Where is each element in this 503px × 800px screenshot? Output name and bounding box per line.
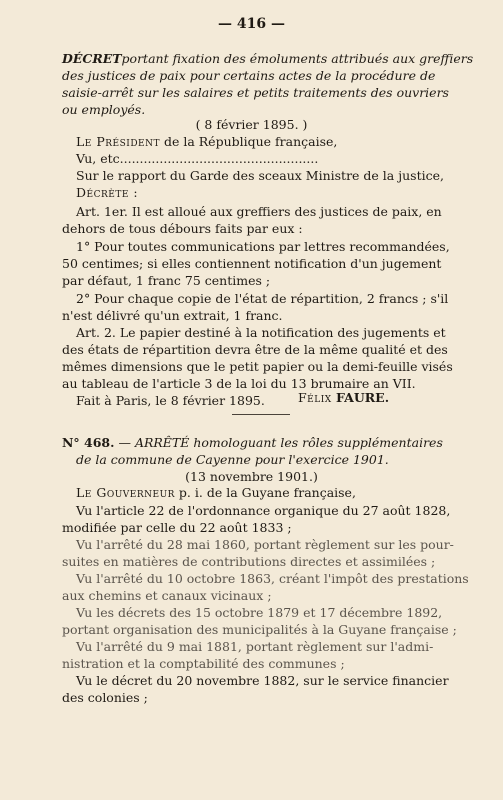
arrete-title-1: homologuant les rôles supplémentaires xyxy=(189,435,443,450)
article2-line-3: mêmes dimensions que le petit papier ou la demi-feuille visés xyxy=(62,359,453,374)
item2-line-2: n'est délivré qu'un extrait, 1 franc. xyxy=(62,308,283,323)
arrete-vu-line-4: suites en matières de contributions directes et assimilées ; xyxy=(62,554,436,569)
item1-line-3: par défaut, 1 franc 75 centimes ; xyxy=(62,273,271,288)
rapport-line: Sur le rapport du Garde des sceaux Ministre de la justice, xyxy=(76,168,444,183)
item1-line-2: 50 centimes; si elles contiennent notification d'un jugement xyxy=(62,256,442,271)
decree-heading-text-1: portant fixation des émoluments attribués aux greffiers xyxy=(121,51,474,66)
arrete-vu-line-2: modifiée par celle du 22 août 1833 ; xyxy=(62,520,292,535)
gouverneur-label: Le Gouverneur xyxy=(76,485,175,500)
decree-heading-line-1 xyxy=(62,50,473,67)
decrete-line: Décrète : xyxy=(76,185,139,200)
item2-line-1: 2° Pour chaque copie de l'état de répartition, 2 francs ; s'il xyxy=(76,291,449,306)
arrete-vu-line-1: Vu l'article 22 de l'ordonnance organique du 27 août 1828, xyxy=(76,503,451,518)
arrete-vu-line-12: des colonies ; xyxy=(62,690,148,705)
decree-heading-line-3: saisie-arrêt sur les salaires et petits traitements des ouvriers xyxy=(62,85,449,100)
article1-line-1: Art. 1er. Il est alloué aux greffiers des justices de paix, en xyxy=(76,204,442,219)
section-divider xyxy=(232,414,290,415)
article2-line-1: Art. 2. Le papier destiné à la notification des jugements et xyxy=(76,325,446,340)
article2-line-2: des états de répartition devra être de la même qualité et des xyxy=(62,342,448,357)
signature-last-name: FAURE. xyxy=(331,390,390,405)
arrete-heading-line-2: de la commune de Cayenne pour l'exercice 1901. xyxy=(76,452,389,467)
decree-date: ( 8 février 1895. ) xyxy=(195,117,308,132)
gouverneur-line xyxy=(76,484,356,501)
arrete-vu-line-11: Vu le décret du 20 novembre 1882, sur le service financier xyxy=(76,673,449,688)
arrete-vu-line-8: portant organisation des municipalités à la Guyane française ; xyxy=(62,622,457,637)
arrete-heading-line-1 xyxy=(62,434,443,451)
president-label: Le Président xyxy=(76,134,160,149)
signature xyxy=(298,389,389,406)
decree-heading-line-4: ou employés. xyxy=(62,102,146,117)
arrete-vu-line-9: Vu l'arrêté du 9 mai 1881, portant règlement sur l'admi- xyxy=(76,639,434,654)
president-line xyxy=(76,133,337,150)
arrete-dash: — xyxy=(114,435,135,450)
arrete-label: ARRÊTÉ xyxy=(134,435,190,450)
decree-label: DÉCRET xyxy=(62,51,122,66)
arrete-number: N° 468. xyxy=(62,435,115,450)
president-rest: de la République française, xyxy=(160,134,338,149)
arrete-vu-line-6: aux chemins et canaux vicinaux ; xyxy=(62,588,272,603)
arrete-vu-line-10: nistration et la comptabilité des communes ; xyxy=(62,656,345,671)
arrete-vu-line-3: Vu l'arrêté du 28 mai 1860, portant règlement sur les pour- xyxy=(76,537,454,552)
page-number: — 416 — xyxy=(218,16,285,32)
article2-line-4: au tableau de l'article 3 de la loi du 13 brumaire an VII. xyxy=(62,376,416,391)
arrete-vu-line-7: Vu les décrets des 15 octobre 1879 et 17 décembre 1892, xyxy=(76,605,443,620)
arrete-vu-line-5: Vu l'arrêté du 10 octobre 1863, créant l'impôt des prestations xyxy=(76,571,469,586)
gouverneur-rest: p. i. de la Guyane française, xyxy=(174,485,356,500)
article1-line-2: dehors de tous débours faits par eux : xyxy=(62,221,303,236)
decree-heading-line-2: des justices de paix pour certains actes de la procédure de xyxy=(62,68,436,83)
vu-etc-line: Vu, etc.................................................. xyxy=(76,151,319,166)
item1-line-1: 1° Pour toutes communications par lettres recommandées, xyxy=(76,239,450,254)
arrete-date: (13 novembre 1901.) xyxy=(185,469,318,484)
signature-first-name: Félix xyxy=(298,390,332,405)
fait-line: Fait à Paris, le 8 février 1895. xyxy=(76,393,265,408)
